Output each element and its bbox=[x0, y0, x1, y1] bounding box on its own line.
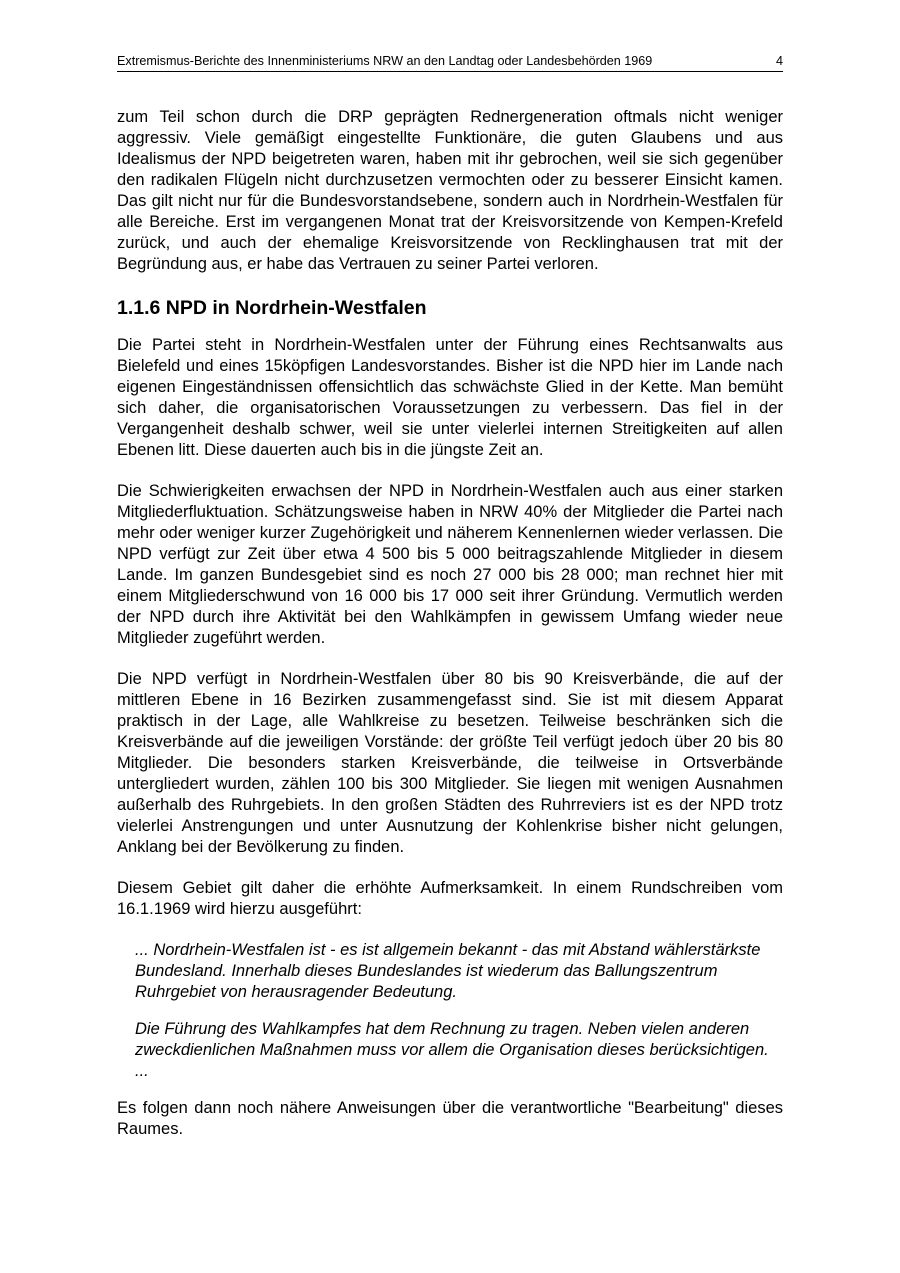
block-quote bbox=[117, 940, 783, 1082]
body-paragraph: Die Partei steht in Nordrhein-Westfalen unter der Führung eines Rechtsanwalts aus Bielefeld und eines 15köpfigen Landesvorstandes. Bisher ist die NPD hier im Lande nach eigenen Eingeständnissen offensichtlich das schwächste Glied in der Kette. Man bemüht sich daher, die organisatorischen Voraussetzungen zu verbessern. Das fiel in der Vergangenheit deshalb schwer, weil sie unter vielerlei internen Streitigkeiten auf allen Ebenen litt. Diese dauerten auch bis in die jüngste Zeit an. bbox=[117, 336, 783, 459]
quote-paragraph: ... Nordrhein-Westfalen ist - es ist allgemein bekannt - das mit Abstand wählerstärkste Bundesland. Innerhalb dieses Bundeslandes ist wiederum das Ballungszentrum Ruhrgebiet von herausragender Bedeutung. bbox=[135, 941, 761, 1001]
section-heading: 1.1.6 NPD in Nordrhein-Westfalen bbox=[117, 297, 427, 319]
body-paragraph: Die Schwierigkeiten erwachsen der NPD in Nordrhein-Westfalen auch aus einer starken Mitgliederfluktuation. Schätzungsweise haben in NRW 40% der Mitglieder die Partei nach mehr oder weniger kurzer Zugehörigkeit und näherem Kennenlernen wieder verlassen. Die NPD verfügt zur Zeit über etwa 4 500 bis 5 000 beitragszahlende Mitglieder in diesem Lande. Im ganzen Bundesgebiet sind es noch 27 000 bis 28 000; man rechnet hier mit einem Mitgliederschwund von 16 000 bis 17 000 seit ihrer Gründung. Vermutlich werden der NPD durch ihre Aktivität bei den Wahlkämpfen in gewissem Umfang wieder neue Mitglieder zugeführt werden. bbox=[117, 482, 783, 647]
main-content bbox=[117, 107, 783, 1160]
page-number: 4 bbox=[775, 54, 783, 68]
closing-paragraph: Es folgen dann noch nähere Anweisungen über die verantwortliche "Bearbeitung" dieses Raumes. bbox=[117, 1099, 783, 1138]
body-paragraph: Die NPD verfügt in Nordrhein-Westfalen über 80 bis 90 Kreisverbände, die auf der mittleren Ebene in 16 Bezirken zusammengefasst sind. Sie ist mit diesem Apparat praktisch in der Lage, alle Wahlkreise zu besetzen. Teilweise beschränken sich die Kreisverbände auf die jeweiligen Vorstände: der größte Teil verfügt jedoch über 20 bis 80 Mitglieder. Die besonders starken Kreisverbände, die teilweise in Ortsverbände untergliedert wurden, zählen 100 bis 300 Mitglieder. Sie liegen mit wenigen Ausnahmen außerhalb des Ruhrgebiets. In den großen Städten des Ruhrreviers ist es der NPD trotz vielerlei Anstrengungen und unter Ausnutzung der Kohlenkrise bisher nicht gelungen, Anklang bei der Bevölkerung zu finden. bbox=[117, 670, 783, 856]
body-paragraph: Diesem Gebiet gilt daher die erhöhte Aufmerksamkeit. In einem Rundschreiben vom 16.1.1969 wird hierzu ausgeführt: bbox=[117, 879, 783, 918]
intro-paragraph: zum Teil schon durch die DRP geprägten Rednergeneration oftmals nicht weniger aggressiv. Viele gemäßigt eingestellte Funktionäre, die guten Glaubens und aus Idealismus der NPD beigetreten waren, haben mit ihr gebrochen, weil sie sich gegenüber den radikalen Flügeln nicht durchzusetzen vermochten oder zu besserer Einsicht kamen. Das gilt nicht nur für die Bundesvorstandsebene, sondern auch in Nordrhein-Westfalen für alle Bereiche. Erst im vergangenen Monat trat der Kreisvorsitzende von Kempen-Krefeld zurück, und auch der ehemalige Kreisvorsitzende von Recklinghausen trat mit der Begründung aus, er habe das Vertrauen zu seiner Partei verloren. bbox=[117, 108, 783, 273]
quote-paragraph: Die Führung des Wahlkampfes hat dem Rechnung zu tragen. Neben vielen anderen zweckdienlichen Maßnahmen muss vor allem die Organisation dieses berücksichtigen. ... bbox=[135, 1020, 769, 1080]
running-title: Extremismus-Berichte des Innenministeriums NRW an den Landtag oder Landesbehörden 1969 bbox=[117, 54, 653, 68]
running-header bbox=[117, 54, 783, 72]
